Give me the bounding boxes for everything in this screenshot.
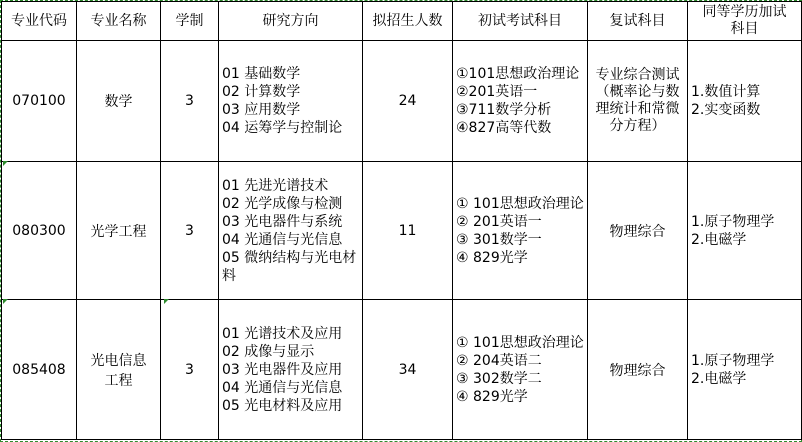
extra-subjects [688, 300, 802, 440]
header-exam: 初试考试科目 [453, 2, 588, 41]
header-directions: 研究方向 [219, 2, 363, 41]
exam-subjects [453, 41, 588, 162]
table-row [2, 300, 802, 440]
direction-item: 02 计算数学 [222, 84, 301, 100]
direction-item: 01 基础数学 [222, 66, 301, 82]
retest-subject: 专业综合测试（概率论与数理统计和常微分方程） [588, 41, 688, 162]
cell-marker [3, 299, 8, 304]
direction-item: 02 光学成像与检测 [222, 195, 343, 212]
extra-item: 2.电磁学 [691, 370, 747, 387]
exam-item: ① 101思想政治理论 [456, 334, 584, 351]
retest-subject: 物理综合 [588, 162, 688, 300]
table-row [2, 162, 802, 300]
exam-item: ①101思想政治理论 [456, 66, 580, 82]
table-row [2, 41, 802, 162]
study-years: 3 [161, 300, 219, 440]
direction-item: 01 光谱技术及应用 [222, 325, 343, 342]
extra-subjects [688, 162, 802, 300]
extra-item: 2.电磁学 [691, 231, 747, 248]
study-years: 3 [161, 162, 219, 300]
exam-item: ④ 829光学 [456, 388, 528, 405]
header-name: 专业名称 [77, 2, 161, 41]
exam-item: ②201英语一 [456, 84, 538, 100]
enrollment-quota: 24 [363, 41, 453, 162]
direction-item: 05 微纳结构与光电材料 [222, 249, 357, 284]
research-directions [219, 162, 363, 300]
cell-marker [164, 299, 169, 304]
extra-item: 1.数值计算 [691, 84, 761, 100]
extra-item: 2.实变函数 [691, 102, 761, 118]
header-years: 学制 [161, 2, 219, 41]
enrollment-quota: 11 [363, 162, 453, 300]
exam-item: ② 201英语一 [456, 213, 542, 230]
extra-subjects [688, 41, 802, 162]
exam-item: ④ 829光学 [456, 249, 528, 266]
direction-item: 04 运筹学与控制论 [222, 120, 343, 136]
exam-subjects [453, 300, 588, 440]
research-directions [219, 41, 363, 162]
extra-item: 1.原子物理学 [691, 213, 775, 230]
direction-item: 02 成像与显示 [222, 343, 315, 360]
extra-item: 1.原子物理学 [691, 352, 775, 369]
major-name: 光电信息工程 [77, 300, 161, 440]
header-quota: 拟招生人数 [363, 2, 453, 41]
cell-marker [3, 161, 8, 166]
exam-item: ② 204英语二 [456, 352, 542, 369]
direction-item: 03 光电器件与系统 [222, 213, 343, 230]
study-years: 3 [161, 41, 219, 162]
direction-item: 03 光电器件及应用 [222, 361, 343, 378]
major-code: 085408 [2, 300, 77, 440]
exam-item: ③711数学分析 [456, 102, 552, 118]
exam-item: ④827高等代数 [456, 120, 552, 136]
exam-subjects [453, 162, 588, 300]
header-code: 专业代码 [2, 2, 77, 41]
direction-item: 03 应用数学 [222, 102, 301, 118]
major-code: 070100 [2, 41, 77, 162]
admissions-table [1, 1, 802, 440]
exam-item: ③ 302数学二 [456, 370, 542, 387]
header-row [2, 2, 802, 41]
major-name: 数学 [77, 41, 161, 162]
direction-item: 04 光通信与光信息 [222, 379, 343, 396]
major-code: 080300 [2, 162, 77, 300]
retest-subject: 物理综合 [588, 300, 688, 440]
enrollment-quota: 34 [363, 300, 453, 440]
major-name: 光学工程 [77, 162, 161, 300]
header-extra: 同等学历加试科目 [688, 2, 802, 41]
direction-item: 05 光电材料及应用 [222, 397, 343, 414]
direction-item: 01 先进光谱技术 [222, 177, 329, 194]
research-directions [219, 300, 363, 440]
exam-item: ③ 301数学一 [456, 231, 542, 248]
exam-item: ① 101思想政治理论 [456, 195, 584, 212]
direction-item: 04 光通信与光信息 [222, 231, 343, 248]
header-retest: 复试科目 [588, 2, 688, 41]
